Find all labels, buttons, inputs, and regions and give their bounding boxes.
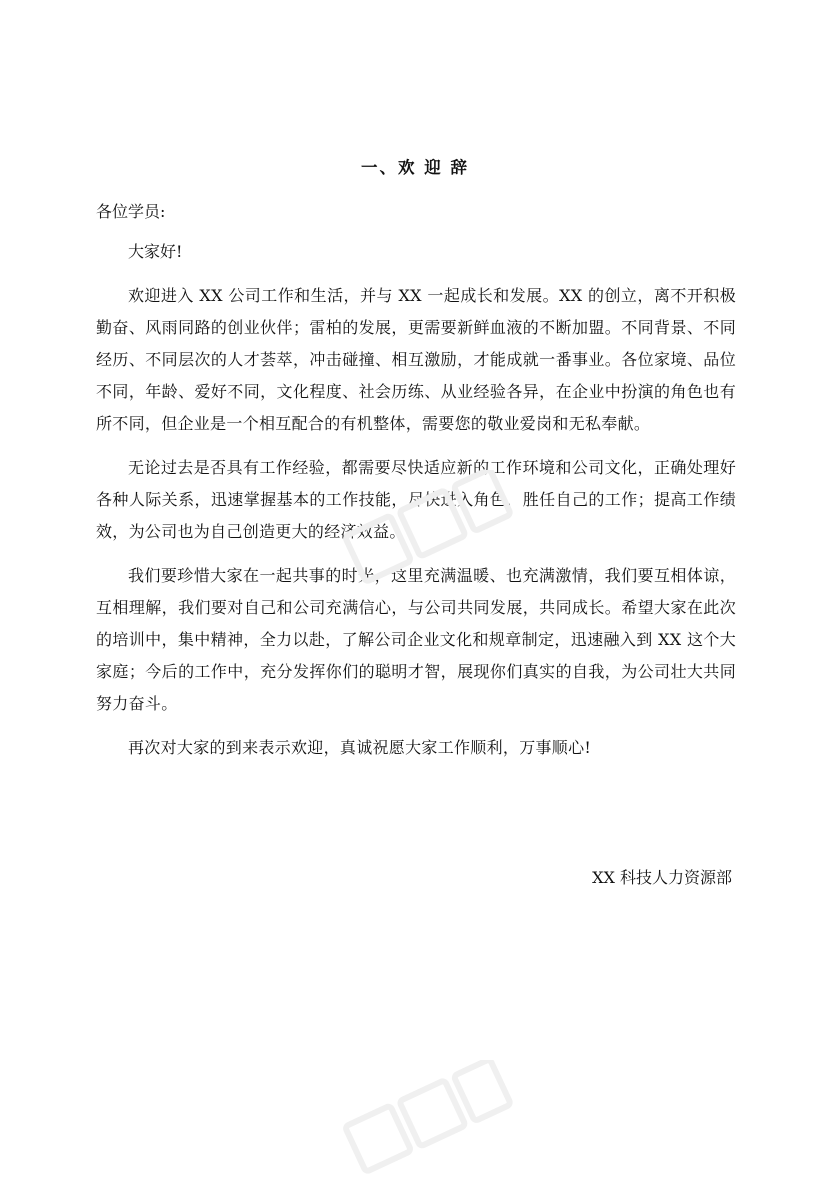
- paragraph-2: 无论过去是否具有工作经验，都需要尽快适应新的工作环境和公司文化，正确处理好各种人际关系，迅速掌握基本的工作技能，尽快进入角色，胜任自己的工作；提高工作绩效，为公司也为自己创造更大的经济效益。: [96, 458, 736, 541]
- signature: XX 科技人力资源部: [592, 868, 732, 887]
- paragraph-4: 再次对大家的到来表示欢迎，真诚祝愿大家工作顺利，万事顺心!: [128, 738, 592, 757]
- document-body: [96, 196, 736, 776]
- watermark-bottom-icon: [330, 1060, 530, 1180]
- paragraph-1: 欢迎进入 XX 公司工作和生活，并与 XX 一起成长和发展。XX 的创立，离不开积极勤奋、风雨同路的创业伙伴；雷柏的发展，更需要新鲜血液的不断加盟。不同背景、不同经历、不同层次的人才荟萃，冲击碰撞、相互激励，才能成就一番事业。各位家境、品位不同，年龄、爱好不同，文化程度、社会历练、从业经验各异，在企业中扮演的角色也有所不同，但企业是一个相互配合的有机整体，需要您的敬业爱岗和无私奉献。: [96, 286, 736, 433]
- greeting: 大家好!: [128, 242, 183, 261]
- salutation: 各位学员:: [96, 202, 166, 221]
- document-title: 一、欢 迎 辞: [361, 158, 469, 177]
- paragraph-3: 我们要珍惜大家在一起共事的时光，这里充满温暖、也充满激情，我们要互相体谅，互相理解，我们要对自己和公司充满信心，与公司共同发展，共同成长。希望大家在此次的培训中，集中精神，全力以赴，了解公司企业文化和规章制定，迅速融入到 XX 这个大家庭；今后的工作中，充分发挥你们的聪明才智，展现你们真实的自我，为公司壮大共同努力奋斗。: [96, 566, 736, 713]
